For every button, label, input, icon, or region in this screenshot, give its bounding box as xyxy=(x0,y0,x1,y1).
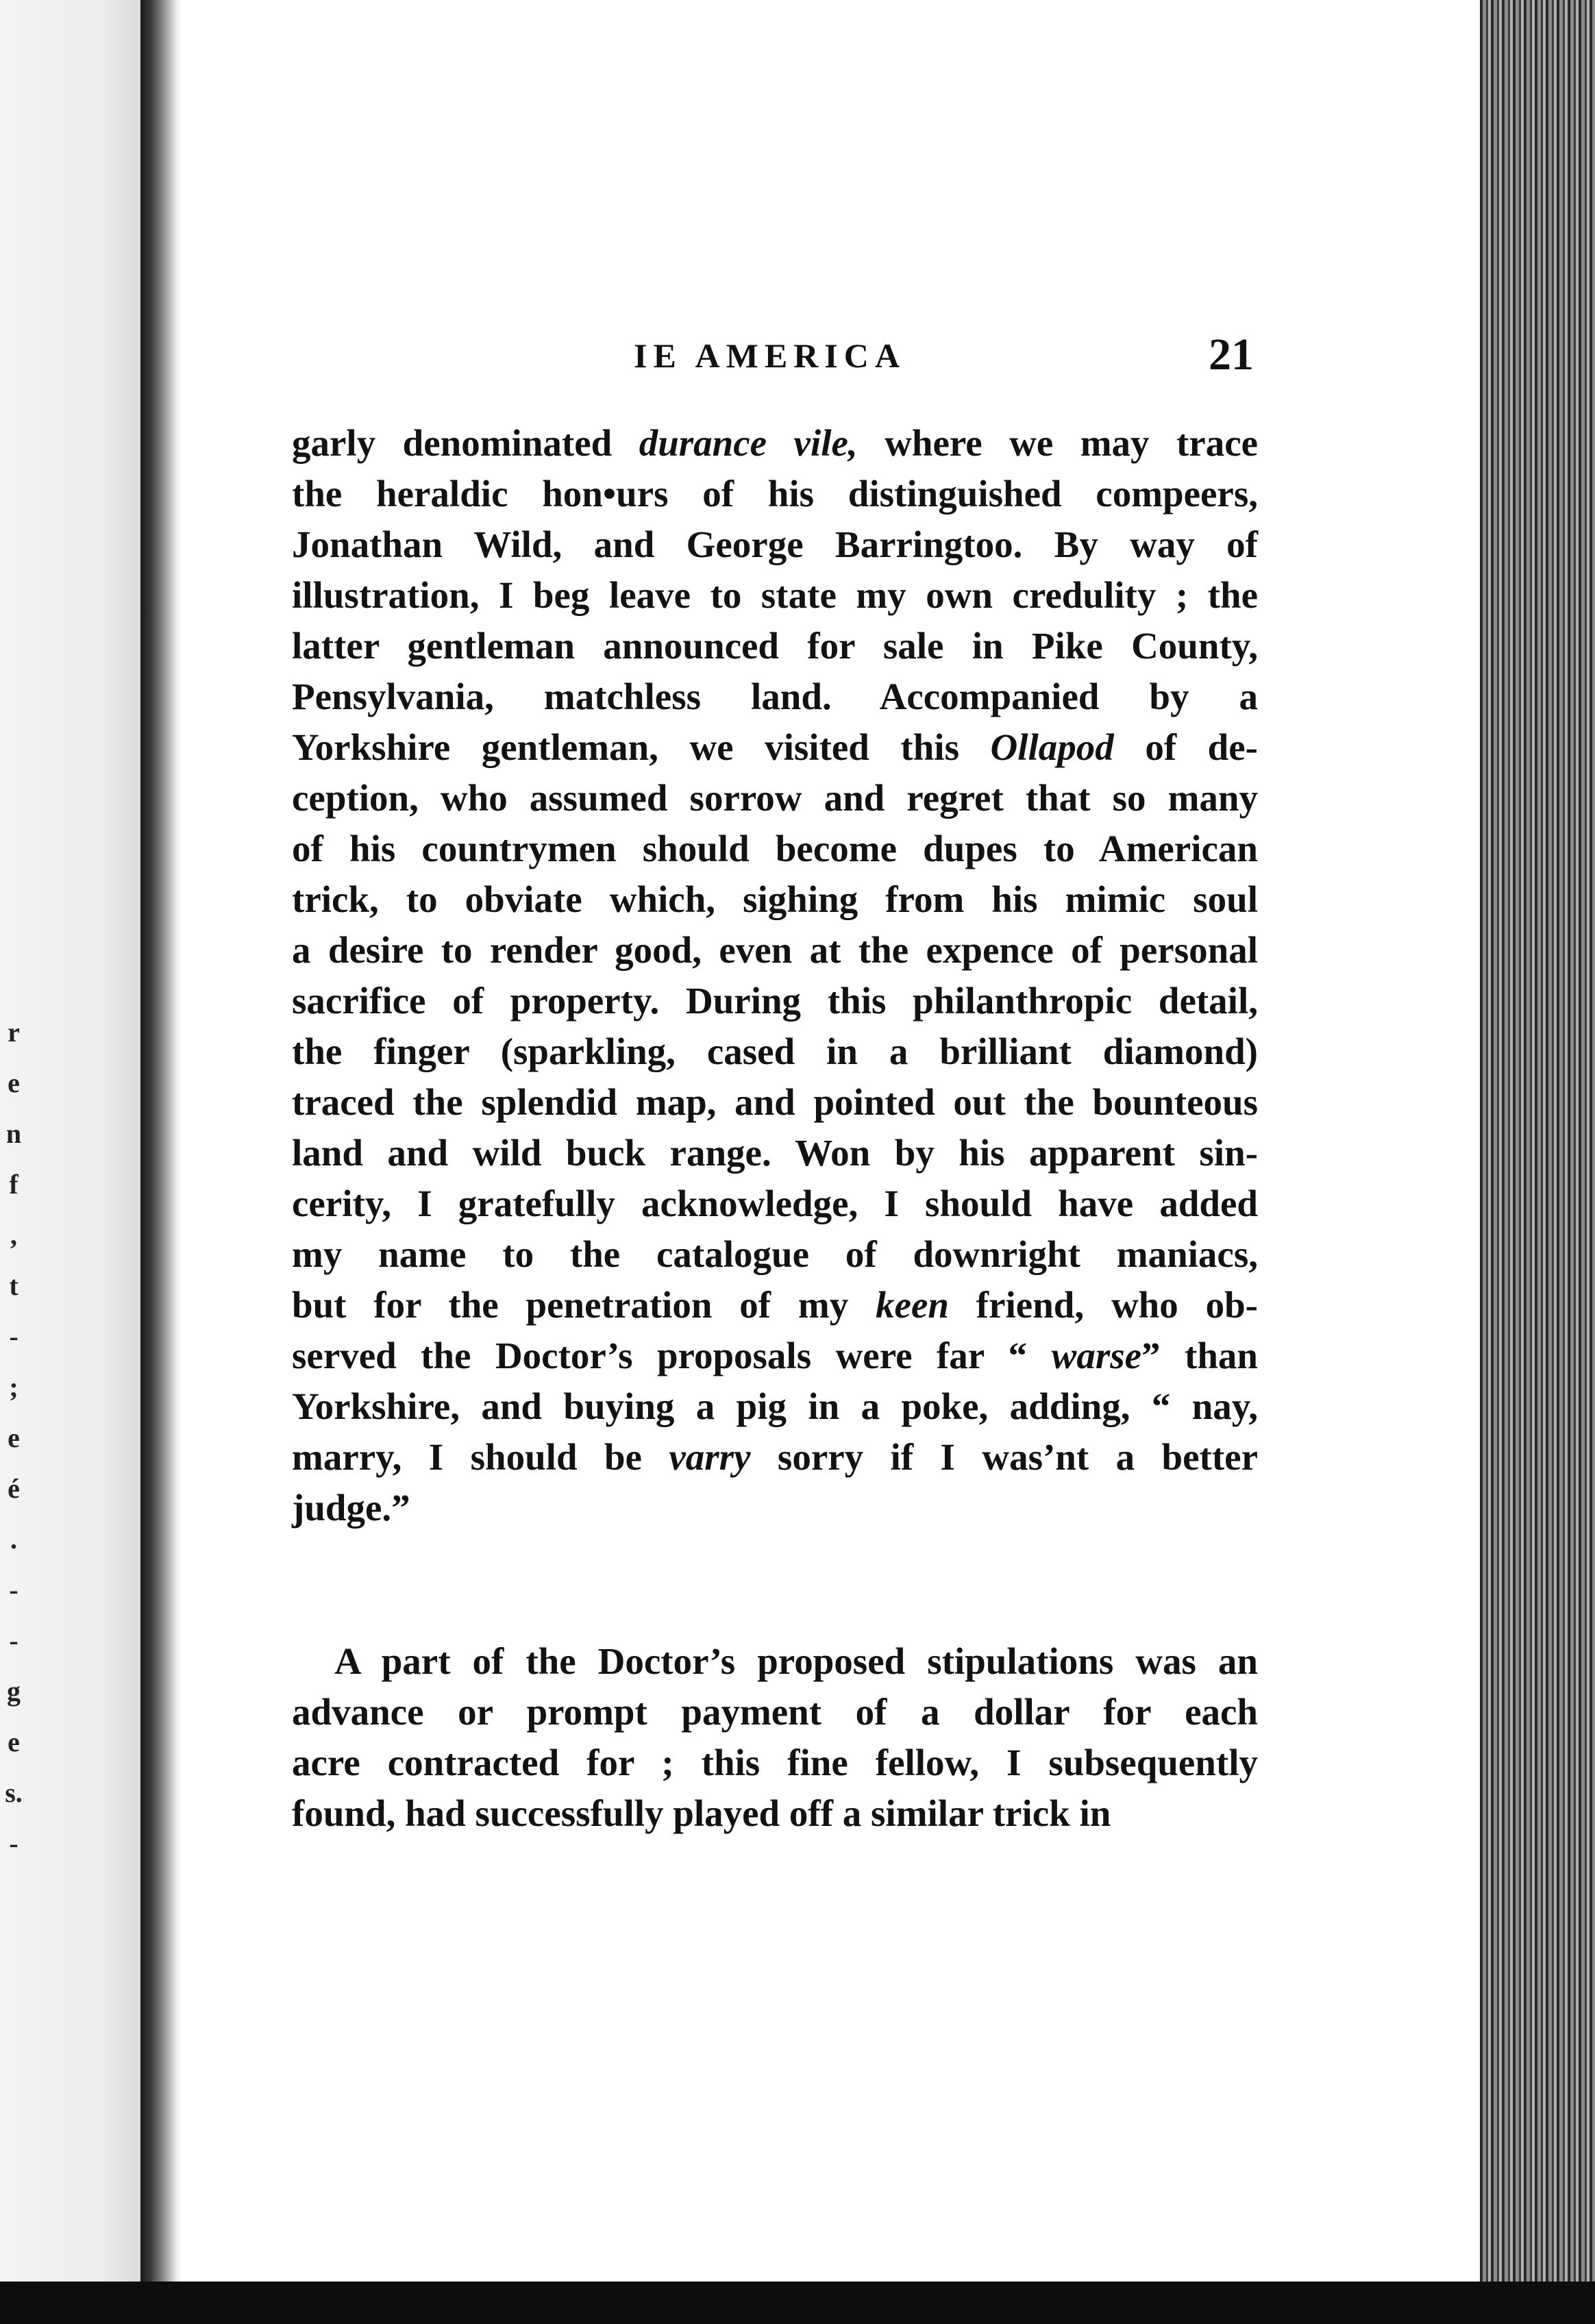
text-run: found, had successfully played off a similar trick in xyxy=(292,1792,1111,1834)
text-line xyxy=(292,1636,1258,1687)
text-line xyxy=(292,976,1258,1026)
text-run: Pensylvania, matchless land. Accompanied by a xyxy=(292,676,1258,717)
text-line xyxy=(292,722,1258,773)
text-run: of his countrymen should become dupes to American xyxy=(292,828,1258,869)
facing-page-char: n xyxy=(5,1118,22,1149)
facing-page-edge xyxy=(0,0,144,2324)
text-run: where we may trace xyxy=(857,422,1259,464)
text-line xyxy=(292,1788,1258,1839)
italic-text: varry xyxy=(669,1436,751,1478)
text-run: my name to the catalogue of downright maniacs, xyxy=(292,1233,1258,1275)
text-line xyxy=(292,1331,1258,1381)
running-head xyxy=(295,330,1254,391)
facing-page-char: , xyxy=(10,1220,17,1250)
text-line xyxy=(292,874,1258,925)
text-line xyxy=(292,469,1258,519)
book-gutter xyxy=(140,0,182,2324)
text-line xyxy=(292,1738,1258,1788)
page-number: 21 xyxy=(1209,330,1254,380)
text-run: trick, to obviate which, sighing from his mimic soul xyxy=(292,878,1258,920)
text-line xyxy=(292,1687,1258,1738)
text-line xyxy=(292,1280,1258,1331)
text-line xyxy=(292,1432,1258,1483)
italic-text: durance vile, xyxy=(639,422,858,464)
text-run: garly denominated xyxy=(292,422,639,464)
text-run: latter gentleman announced for sale in Pike County, xyxy=(292,625,1258,667)
italic-text: warse xyxy=(1051,1335,1142,1376)
facing-page-char: r xyxy=(8,1017,20,1048)
text-run: sorry if I was’nt a better xyxy=(750,1436,1258,1478)
text-run: judge.” xyxy=(292,1487,410,1529)
facing-page-char: . xyxy=(10,1524,17,1555)
text-line xyxy=(292,1128,1258,1178)
facing-page-char: f xyxy=(9,1169,18,1200)
text-run: the heraldic hon•urs of his distinguished compeers, xyxy=(292,473,1258,515)
scan-border xyxy=(0,2282,1595,2324)
text-line xyxy=(292,1483,1258,1533)
text-run: the finger (sparkling, cased in a brilliant diamond) xyxy=(292,1030,1258,1072)
paragraph xyxy=(292,1636,1258,1839)
paragraph xyxy=(292,418,1258,1533)
paragraph-gap xyxy=(292,1533,1258,1636)
text-run: Yorkshire gentleman, we visited this xyxy=(292,726,991,768)
facing-page-char: ; xyxy=(9,1372,18,1402)
text-run: sacrifice of property. During this philanthropic detail, xyxy=(292,980,1258,1022)
facing-page-char: e xyxy=(8,1067,20,1098)
facing-page-char: s. xyxy=(5,1777,23,1808)
text-line xyxy=(292,1229,1258,1280)
text-line xyxy=(292,824,1258,874)
text-run: a desire to render good, even at the expence of personal xyxy=(292,929,1258,971)
facing-page-char: t xyxy=(9,1270,18,1301)
text-run: Yorkshire, and buying a pig in a poke, adding, “ nay, xyxy=(292,1385,1258,1427)
text-run: marry, I should be xyxy=(292,1436,669,1478)
text-line xyxy=(292,1178,1258,1229)
text-line xyxy=(292,519,1258,570)
facing-page-char: - xyxy=(9,1828,18,1859)
italic-text: Ollapod xyxy=(990,726,1114,768)
text-run: land and wild buck range. Won by his apparent sin- xyxy=(292,1132,1258,1174)
text-line xyxy=(292,418,1258,469)
facing-page-char: g xyxy=(7,1676,21,1707)
text-run: ” than xyxy=(1141,1335,1258,1376)
text-run: but for the penetration of my xyxy=(292,1284,876,1326)
text-run: of de- xyxy=(1113,726,1258,768)
facing-page-char: - xyxy=(9,1321,18,1352)
text-run: acre contracted for ; this fine fellow, I subsequently xyxy=(292,1742,1258,1783)
text-run: advance or prompt payment of a dollar for each xyxy=(292,1691,1258,1733)
text-run: served the Doctor’s proposals were far “ xyxy=(292,1335,1052,1376)
italic-text: keen xyxy=(876,1284,949,1326)
facing-page-char: e xyxy=(8,1422,20,1453)
facing-page-char: - xyxy=(9,1574,18,1605)
text-run: illustration, I beg leave to state my own credulity ; the xyxy=(292,574,1258,616)
text-line xyxy=(292,773,1258,824)
book-fore-edge xyxy=(1480,0,1595,2324)
facing-page-char: - xyxy=(9,1625,18,1656)
facing-page-char: e xyxy=(8,1727,20,1757)
running-title: IE AMERICA xyxy=(634,336,906,375)
text-line xyxy=(292,1381,1258,1432)
text-line xyxy=(292,671,1258,722)
text-line xyxy=(292,570,1258,621)
text-run: A part of the Doctor’s proposed stipulations was an xyxy=(334,1640,1258,1682)
text-line xyxy=(292,925,1258,976)
facing-page-char: é xyxy=(8,1473,20,1504)
facing-page-fragments xyxy=(0,1007,27,1869)
text-line xyxy=(292,1026,1258,1077)
text-run: cerity, I gratefully acknowledge, I should have added xyxy=(292,1183,1258,1224)
text-line xyxy=(292,1077,1258,1128)
text-line xyxy=(292,621,1258,671)
text-run: friend, who ob- xyxy=(948,1284,1259,1326)
text-run: traced the splendid map, and pointed out the bounteous xyxy=(292,1081,1258,1123)
text-run: ception, who assumed sorrow and regret that so many xyxy=(292,777,1258,819)
body-text xyxy=(292,418,1258,1839)
text-run: Jonathan Wild, and George Barringtoo. By way of xyxy=(292,523,1258,565)
